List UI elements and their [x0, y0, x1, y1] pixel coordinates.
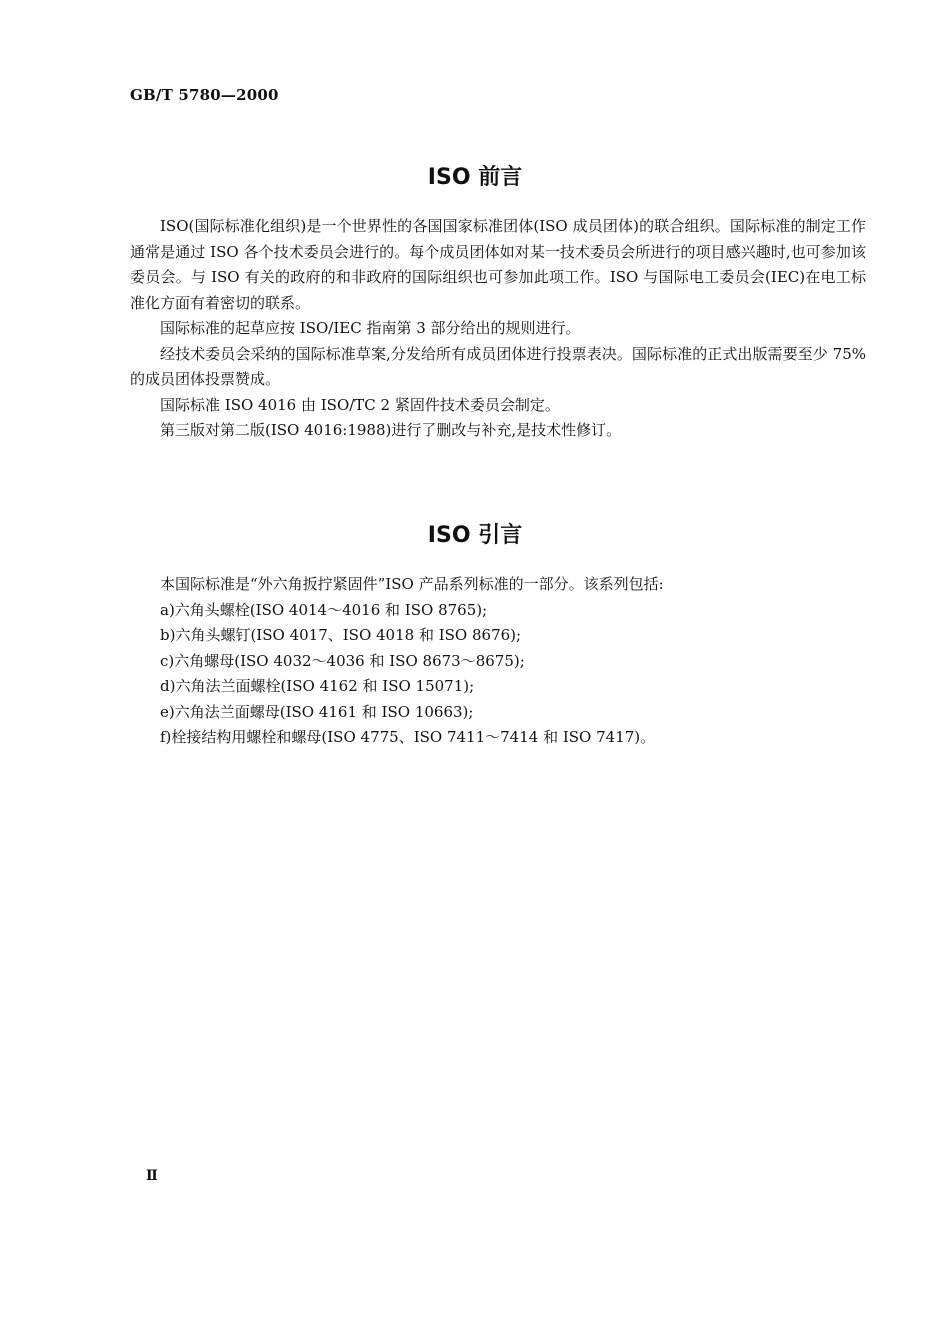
series-list-item: f)栓接结构用螺栓和螺母(ISO 4775、ISO 7411～7414 和 ISO 7417)。	[160, 728, 656, 746]
foreword-paragraph: 第三版对第二版(ISO 4016:1988)进行了删改与补充,是技术性修订。	[160, 421, 622, 439]
introduction-title: ISO 引言	[427, 523, 523, 548]
foreword-paragraph: ISO(国际标准化组织)是一个世界性的各国国家标准团体(ISO 成员团体)的联合组织。国际标准的制定工作通常是通过 ISO 各个技术委员会进行的。每个成员团体如对某一技术委员会所进行的项目感兴趣时,也可参加该委员会。与 ISO 有关的政府的和非政府的国际组织也可参加此项工作。ISO 与国际电工委员会(IEC)在电工标准化方面有着密切的联系。	[130, 217, 866, 312]
foreword-paragraph: 国际标准 ISO 4016 由 ISO/TC 2 紧固件技术委员会制定。	[160, 395, 560, 414]
page-number: Ⅱ	[146, 1168, 158, 1184]
foreword-title: ISO 前言	[427, 165, 523, 190]
foreword-paragraph: 经技术委员会采纳的国际标准草案,分发给所有成员团体进行投票表决。国际标准的正式出版需要至少 75%的成员团体投票赞成。	[130, 344, 866, 388]
series-list-item: c)六角螺母(ISO 4032～4036 和 ISO 8673～8675);	[160, 651, 525, 670]
introduction-lead: 本国际标准是“外六角扳拧紧固件”ISO 产品系列标准的一部分。该系列包括:	[160, 575, 664, 593]
series-list-item: a)六角头螺栓(ISO 4014～4016 和 ISO 8765);	[160, 600, 488, 619]
series-list-item: d)六角法兰面螺栓(ISO 4162 和 ISO 15071);	[160, 677, 475, 695]
standard-code: GB/T 5780—2000	[130, 86, 279, 104]
foreword-body	[130, 214, 866, 444]
introduction-body	[130, 572, 866, 751]
series-list-item: b)六角头螺钉(ISO 4017、ISO 4018 和 ISO 8676);	[160, 626, 522, 644]
series-list-item: e)六角法兰面螺母(ISO 4161 和 ISO 10663);	[160, 702, 474, 721]
foreword-paragraph: 国际标准的起草应按 ISO/IEC 指南第 3 部分给出的规则进行。	[160, 319, 581, 337]
